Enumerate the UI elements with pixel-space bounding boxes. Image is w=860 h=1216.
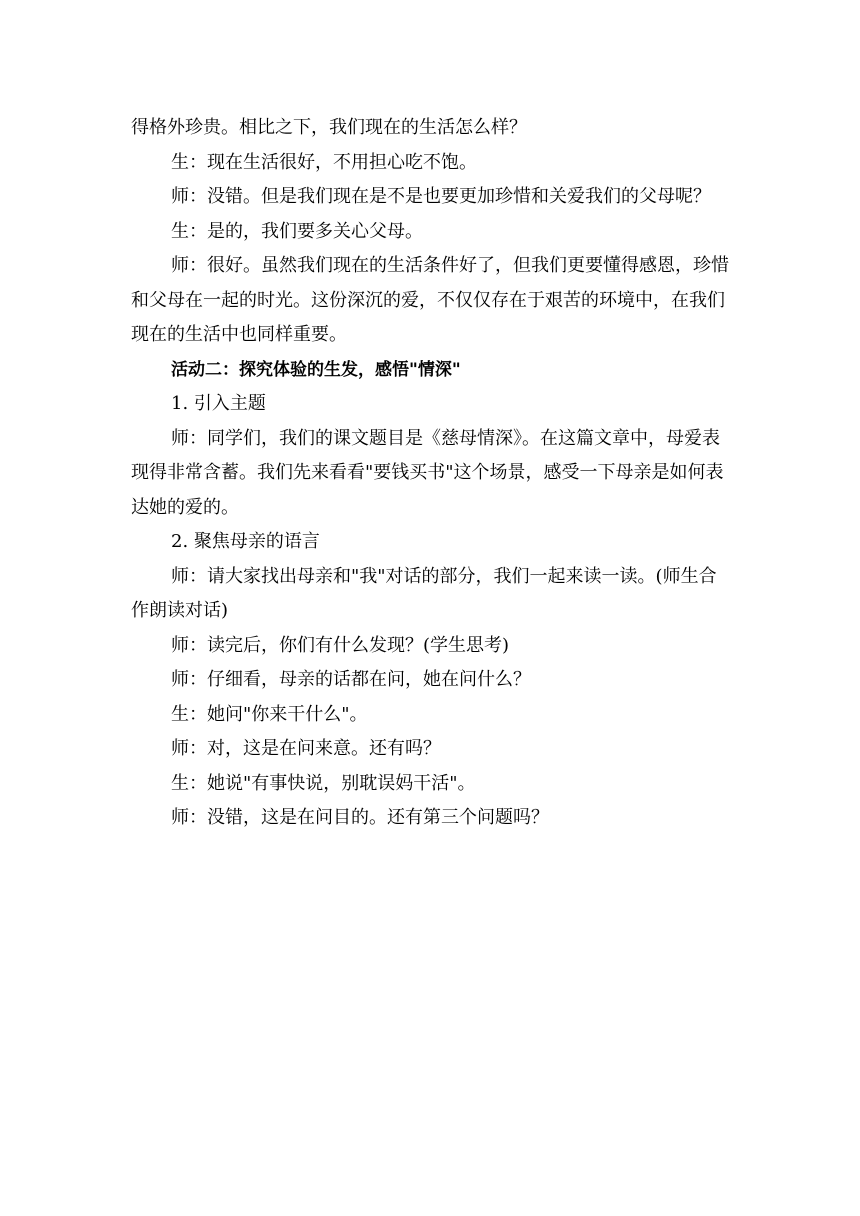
numbered-item: 1. 引入主题 [171, 393, 266, 414]
paragraph: 生：她问"你来干什么"。 [171, 703, 368, 725]
paragraph: 师：请大家找出母亲和"我"对话的部分，我们一起来读一读。(师生合作朗读对话) [131, 565, 717, 621]
paragraph: 师：读完后，你们有什么发现？(学生思考) [171, 634, 510, 656]
paragraph: 师：对，这是在问来意。还有吗？ [171, 738, 441, 759]
paragraph: 师：仔细看，母亲的话都在问，她在问什么？ [171, 669, 531, 690]
section-heading: 活动二：探究体验的生发，感悟"情深" [171, 359, 461, 380]
paragraph: 师：很好。虽然我们现在的生活条件好了，但我们更要懂得感恩，珍惜和父母在一起的时光。这份深沉的爱，不仅仅存在于艰苦的环境中，在我们现在的生活中也同样重要。 [131, 255, 729, 345]
paragraph: 生：是的，我们要多关心父母。 [171, 220, 423, 242]
paragraph: 师：没错。但是我们现在是不是也要更加珍惜和关爱我们的父母呢？ [171, 186, 711, 207]
paragraph: 师：同学们，我们的课文题目是《慈母情深》。在这篇文章中，母爱表现得非常含蓄。我们先来看看"要钱买书"这个场景，感受一下母亲是如何表达她的爱的。 [131, 427, 724, 518]
paragraph: 得格外珍贵。相比之下，我们现在的生活怎么样？ [131, 117, 527, 138]
numbered-item: 2. 聚焦母亲的语言 [171, 531, 320, 552]
paragraph: 生：她说"有事快说，别耽误妈干活"。 [171, 772, 476, 794]
document-body [131, 111, 731, 836]
paragraph: 师：没错，这是在问目的。还有第三个问题吗？ [171, 807, 549, 828]
paragraph: 生：现在生活很好，不用担心吃不饱。 [171, 151, 477, 173]
